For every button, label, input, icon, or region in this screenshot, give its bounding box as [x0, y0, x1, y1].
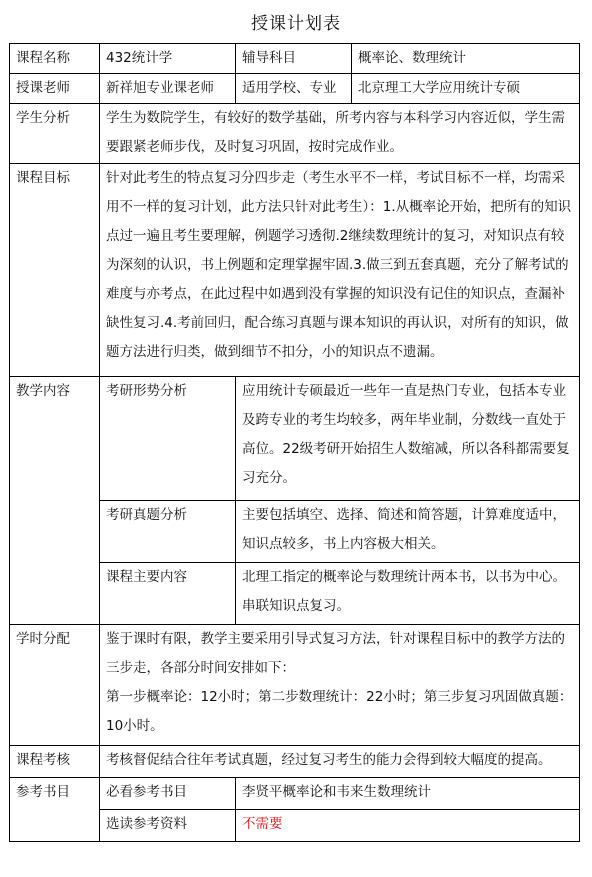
hours-allocation — [100, 625, 580, 746]
exam-label: 课程考核 — [10, 746, 100, 778]
books-label: 参考书目 — [10, 778, 100, 842]
teacher-value: 新祥旭专业课老师 — [100, 74, 236, 104]
course-name-label: 课程名称 — [10, 44, 100, 74]
optional-books: 不需要 — [236, 810, 580, 842]
course-exam: 考核督促结合往年考试真题，经过复习考生的能力会得到较大幅度的提高。 — [100, 746, 580, 778]
table-row — [10, 625, 580, 746]
content-item-text: 北理工指定的概率论与数理统计两本书，以书为中心。串联知识点复习。 — [236, 563, 580, 625]
content-item-text: 主要包括填空、选择、简述和简答题，计算难度适中，知识点较多，书上内容极大相关。 — [236, 501, 580, 563]
table-row — [10, 746, 580, 778]
hours-label: 学时分配 — [10, 625, 100, 746]
school-value: 北京理工大学应用统计专硕 — [352, 74, 580, 104]
content-item-label: 考研真题分析 — [100, 501, 236, 563]
table-row — [10, 164, 580, 377]
goal-label: 课程目标 — [10, 164, 100, 377]
page-title: 授课计划表 — [251, 14, 341, 34]
subject-value: 概率论、数理统计 — [352, 44, 580, 74]
table-row — [10, 104, 580, 164]
course-goal: 针对此考生的特点复习分四步走（考生水平不一样，考试目标不一样，均需采用不一样的复习计划，此方法只针对此考生）：1.从概率论开始，把所有的知识点过一遍且考生要理解，例题学习透彻.2继续数理统计的复习，对知识点有较为深刻的认识，书上例题和定理掌握牢固.3.做三到五套真题，充分了解考试的难度与亦考点，在此过程中如遇到没有掌握的知识没有记住的知识点，查漏补缺性复习.4.考前回归，配合练习真题与课本知识的再认识，对所有的知识，做题方法进行归类，做到细节不扣分，小的知识点不遗漏。 — [100, 164, 580, 377]
school-label: 适用学校、专业 — [236, 74, 352, 104]
hours-line-2: 第一步概率论：12小时；第二步数理统计：22小时；第三步复习巩固做真题：10小时。 — [106, 689, 573, 734]
table-row — [10, 377, 580, 501]
required-books-label: 必看参考书目 — [100, 778, 236, 810]
table-row — [10, 74, 580, 104]
required-books: 李贤平概率论和韦来生数理统计 — [236, 778, 580, 810]
course-name-value: 432统计学 — [100, 44, 236, 74]
content-item-label: 考研形势分析 — [100, 377, 236, 501]
content-label: 教学内容 — [10, 377, 100, 625]
student-label: 学生分析 — [10, 104, 100, 164]
teacher-label: 授课老师 — [10, 74, 100, 104]
student-analysis: 学生为数院学生，有较好的数学基础，所考内容与本科学习内容近似，学生需要跟紧老师步伐，及时复习巩固，按时完成作业。 — [100, 104, 580, 164]
table-row — [10, 44, 580, 74]
hours-line-1: 鉴于课时有限，教学主要采用引导式复习方法，针对课程目标中的教学方法的三步走，各部分时间安排如下： — [106, 631, 565, 676]
optional-books-label: 选读参考资料 — [100, 810, 236, 842]
content-item-label: 课程主要内容 — [100, 563, 236, 625]
subject-label: 辅导科目 — [236, 44, 352, 74]
table-row — [10, 778, 580, 810]
content-item-text: 应用统计专硕最近一些年一直是热门专业，包括本专业及跨专业的考生均较多，两年毕业制，分数线一直处于高位。22级考研开始招生人数缩减，所以各科都需要复习充分。 — [236, 377, 580, 501]
plan-table — [9, 43, 580, 842]
